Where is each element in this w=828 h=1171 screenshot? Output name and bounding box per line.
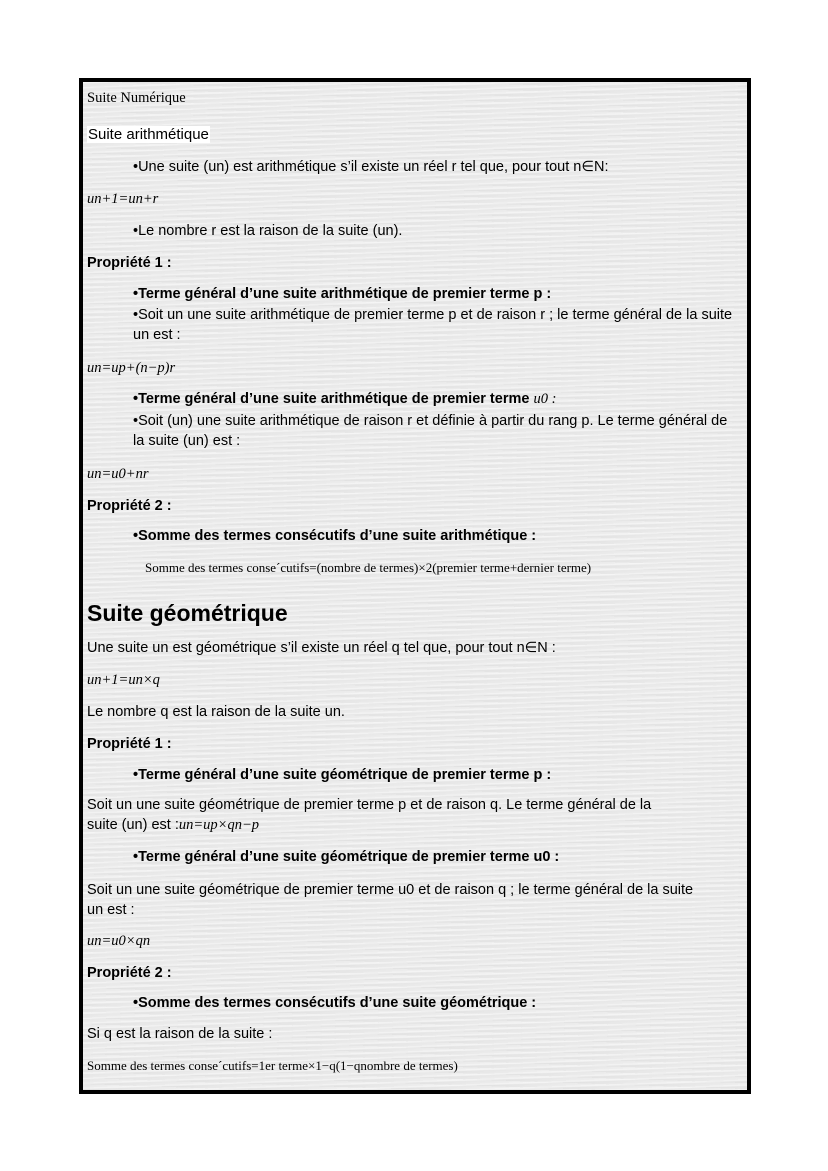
- geo-terme-general-u0-body: Soit un une suite géométrique de premier terme u0 et de raison q ; le terme général de la suite un est :: [87, 882, 694, 918]
- arith-propriete-2-label: Propriété 2 :: [87, 498, 172, 514]
- arith-definition: •Une suite (un) est arithmétique s’il existe un réel r tel que, pour tout n∈N:: [133, 159, 609, 175]
- geo-definition: Une suite un est géométrique s’il existe un réel q tel que, pour tout n∈N :: [87, 640, 556, 656]
- arith-formula-recurrence: un+1=un+r: [87, 191, 159, 207]
- arith-terme-general-u0-body: •Soit (un) une suite arithmétique de raison r et définie à partir du rang p. Le terme général de la suite (un) est :: [133, 413, 728, 449]
- arith-raison: •Le nombre r est la raison de la suite (un).: [133, 223, 403, 239]
- geo-formula-general-u0: un=u0×qn: [87, 933, 151, 949]
- geo-formula-recurrence: un+1=un×q: [87, 672, 160, 688]
- arith-terme-general-u0-title: •Terme général d’une suite arithmétique de premier terme u0 :: [133, 391, 557, 407]
- doc-title: Suite Numérique: [87, 90, 186, 106]
- section-heading-arithmetique: Suite arithmétique: [88, 126, 209, 143]
- geo-terme-general-p-title: •Terme général d’une suite géométrique de premier terme p :: [133, 767, 552, 783]
- document-frame: [79, 78, 751, 1094]
- geo-propriete-1-label: Propriété 1 :: [87, 736, 172, 752]
- arith-terme-general-p-body: •Soit un une suite arithmétique de premier terme p et de raison r ; le terme général de la suite un est :: [133, 307, 733, 343]
- arith-formula-general-p: un=up+(n−p)r: [87, 360, 176, 376]
- geo-propriete-2-label: Propriété 2 :: [87, 965, 172, 981]
- geo-terme-general-u0-title: •Terme général d’une suite géométrique de premier terme u0 :: [133, 849, 560, 865]
- arith-somme-title: •Somme des termes consécutifs d’une suite arithmétique :: [133, 528, 537, 544]
- section-heading-geometrique: Suite géométrique: [87, 600, 288, 626]
- arith-somme-formula: Somme des termes conse´cutifs=(nombre de termes)×2(premier terme+dernier terme): [145, 560, 592, 575]
- arith-formula-general-u0: un=u0+nr: [87, 466, 149, 482]
- geo-somme-title: •Somme des termes consécutifs d’une suite géométrique :: [133, 995, 537, 1011]
- geo-si-q: Si q est la raison de la suite :: [87, 1026, 273, 1042]
- geo-terme-general-p-body-line1: Soit un une suite géométrique de premier terme p et de raison q. Le terme général de la: [87, 797, 652, 813]
- geo-somme-formula: Somme des termes conse´cutifs=1er terme×1−q(1−qnombre de termes): [87, 1058, 458, 1073]
- geo-terme-general-p-body-line2: suite (un) est :un=up×qn−p: [87, 817, 259, 833]
- arith-propriete-1-label: Propriété 1 :: [87, 255, 172, 271]
- arith-terme-general-p-title: •Terme général d’une suite arithmétique de premier terme p :: [133, 286, 552, 302]
- geo-raison: Le nombre q est la raison de la suite un.: [87, 704, 345, 720]
